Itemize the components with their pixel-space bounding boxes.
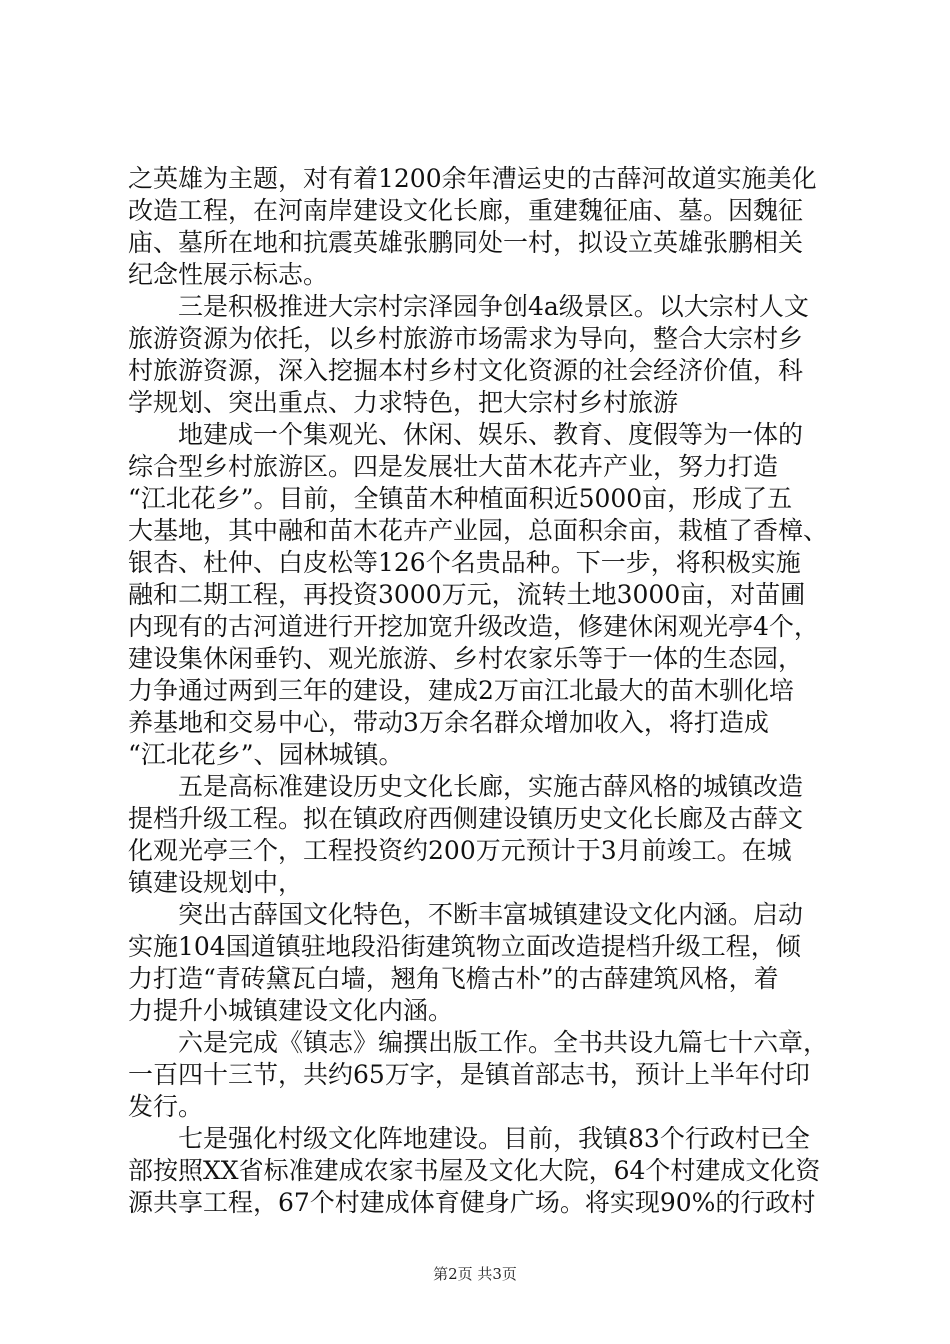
text-line: 七是强化村级文化阵地建设。目前，我镇83个行政村已全 — [178, 1124, 810, 1153]
text-line: 提档升级工程。拟在镇政府西侧建设镇历史文化长廊及古薛文 — [128, 804, 804, 833]
text-line: 旅游资源为依托，以乡村旅游市场需求为导向，整合大宗村乡 — [128, 324, 804, 353]
page-footer: 第2页 共3页 — [433, 1265, 517, 1283]
text-line: 六是完成《镇志》编撰出版工作。全书共设九篇七十六章， — [178, 1028, 829, 1057]
text-line: “江北花乡”。目前，全镇苗木种植面积近5000亩，形成了五 — [128, 484, 793, 513]
text-line: 五是高标准建设历史文化长廊，实施古薛风格的城镇改造 — [178, 772, 804, 801]
text-line: 银杏、杜仲、白皮松等126个名贵品种。下一步，将积极实施 — [128, 548, 801, 577]
text-line: 一百四十三节，共约65万字，是镇首部志书，预计上半年付印 — [128, 1060, 810, 1089]
text-line: 学规划、突出重点、力求特色，把大宗村乡村旅游 — [128, 388, 679, 417]
document-body — [128, 163, 828, 1219]
text-line: 纪念性展示标志。 — [128, 260, 329, 289]
text-line: 发行。 — [128, 1092, 204, 1121]
text-line: 地建成一个集观光、休闲、娱乐、教育、度假等为一体的 — [178, 420, 804, 449]
text-line: 力提升小城镇建设文化内涵。 — [128, 996, 454, 1025]
text-line: 养基地和交易中心，带动3万余名群众增加收入，将打造成 — [128, 708, 769, 737]
text-line: 建设集休闲垂钓、观光旅游、乡村农家乐等于一体的生态园， — [128, 644, 804, 673]
text-line: 融和二期工程，再投资3000万元，流转土地3000亩，对苗圃 — [128, 580, 806, 609]
text-line: 村旅游资源，深入挖掘本村乡村文化资源的社会经济价值，科 — [128, 356, 804, 385]
text-line: “江北花乡”、园林城镇。 — [128, 740, 404, 769]
text-line: 庙、墓所在地和抗震英雄张鹏同处一村，拟设立英雄张鹏相关 — [128, 228, 804, 257]
text-line: 内现有的古河道进行开挖加宽升级改造，修建休闲观光亭4个， — [128, 612, 819, 641]
text-line: 大基地，其中融和苗木花卉产业园，总面积余亩，栽植了香樟、 — [128, 516, 829, 545]
text-line: 综合型乡村旅游区。四是发展壮大苗木花卉产业，努力打造 — [128, 452, 779, 481]
text-line: 三是积极推进大宗村宗泽园争创4a级景区。以大宗村人文 — [178, 292, 809, 321]
text-line: 镇建设规划中， — [128, 868, 304, 897]
text-line: 部按照XX省标准建成农家书屋及文化大院，64个村建成文化资 — [128, 1156, 821, 1185]
text-line: 力打造“青砖黛瓦白墙，翘角飞檐古朴”的古薛建筑风格，着 — [128, 964, 779, 993]
text-line: 之英雄为主题，对有着1200余年漕运史的古薛河故道实施美化 — [128, 164, 817, 193]
text-line: 化观光亭三个，工程投资约200万元预计于3月前竣工。在城 — [128, 836, 792, 865]
text-line: 实施104国道镇驻地段沿街建筑物立面改造提档升级工程，倾 — [128, 932, 801, 961]
text-line: 源共享工程，67个村建成体育健身广场。将实现90%的行政村 — [128, 1188, 816, 1217]
text-line: 力争通过两到三年的建设，建成2万亩江北最大的苗木驯化培 — [128, 676, 794, 705]
text-line: 改造工程，在河南岸建设文化长廊，重建魏征庙、墓。因魏征 — [128, 196, 804, 225]
text-line: 突出古薛国文化特色，不断丰富城镇建设文化内涵。启动 — [178, 900, 804, 929]
